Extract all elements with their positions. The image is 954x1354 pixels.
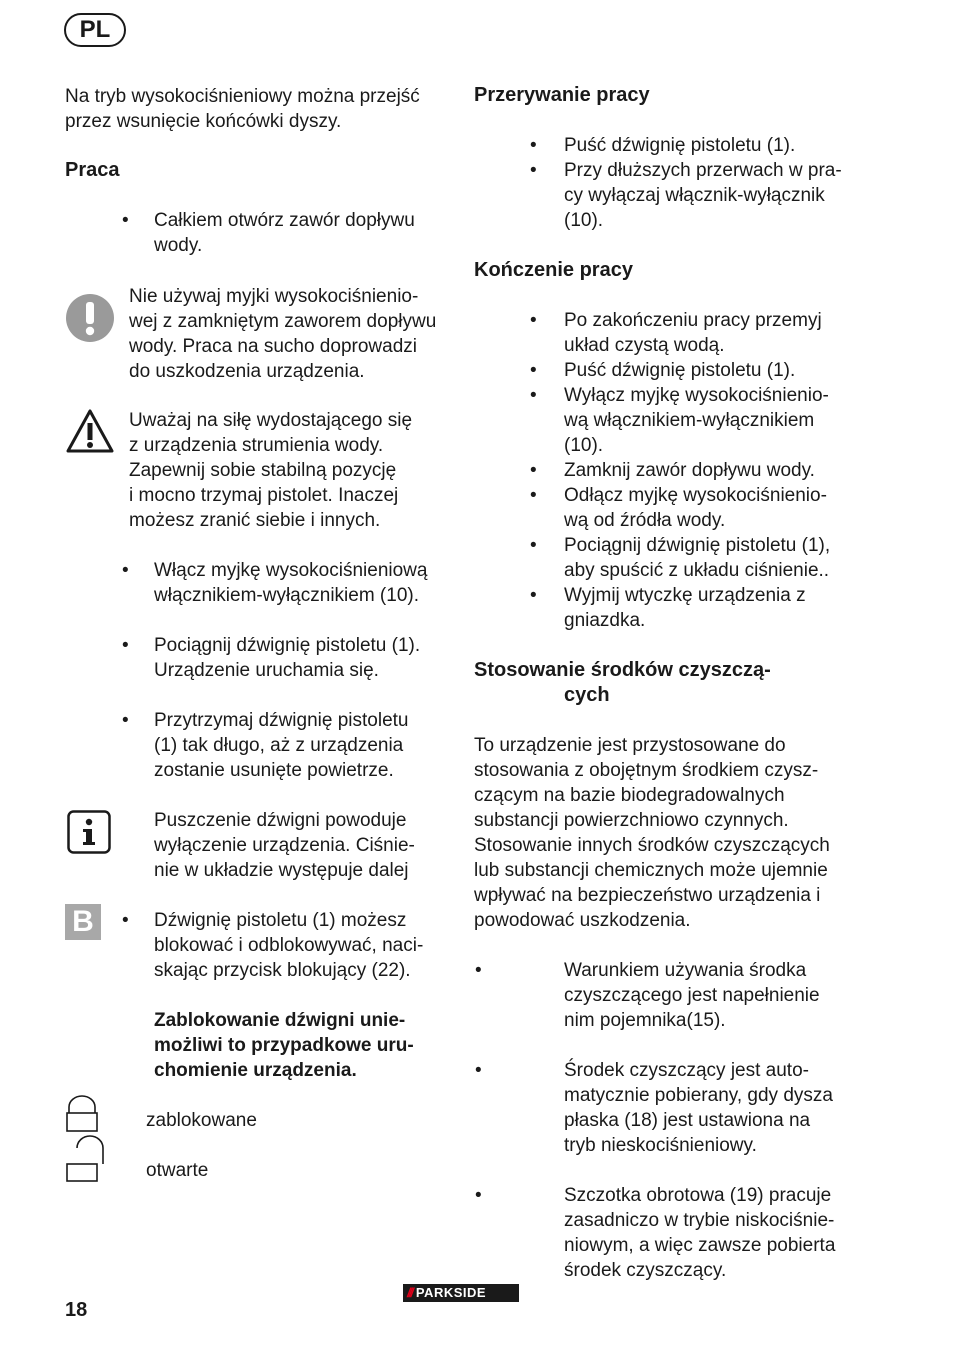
bullet-marker: • [530, 585, 537, 606]
text-line: Po zakończeniu pracy przemyj [564, 310, 822, 331]
text-line: Stosowanie środków czyszczą- [474, 659, 771, 681]
text-line: Dźwignię pistoletu (1) możesz [154, 910, 407, 931]
notice-exclamation-icon [66, 294, 114, 342]
text-line: i mocno trzymaj pistolet. Inaczej [129, 485, 399, 506]
bullet-marker: • [530, 385, 537, 406]
text-line: powodować uszkodzenia. [474, 910, 691, 931]
text-line: tryb nieskociśnieniowy. [564, 1135, 757, 1156]
bullet-lock-lever [154, 908, 423, 983]
text-line: stosowania z obojętnym środkiem czysz- [474, 760, 819, 781]
text-line: wej z zamkniętym zaworem dopływu [129, 311, 437, 332]
text-line: cy wyłączaj włącznik-wyłącznik [564, 185, 825, 206]
text-line: lub substancji chemicznych może ujemnie [474, 860, 828, 881]
bullet-end-switch-off [564, 383, 829, 458]
bullet-hold-lever [154, 708, 408, 783]
text-line: środek czyszczący. [564, 1260, 727, 1281]
bullet-marker: • [530, 485, 537, 506]
text-line: wyłączenie urządzenia. Ciśnie- [154, 835, 415, 856]
bullet-marker: • [530, 160, 537, 181]
text-line: Stosowanie innych środków czyszczących [474, 835, 830, 856]
text-line: Puszczenie dźwigni powoduje [154, 810, 407, 831]
text-line: Pociągnij dźwignię pistoletu (1). [154, 635, 421, 656]
text-line: Wyłącz myjkę wysokociśnienio- [564, 385, 829, 406]
bullet-marker: • [475, 960, 482, 981]
text-line: skając przycisk blokujący (22). [154, 960, 411, 981]
text-line: Zamknij zawór dopływu wody. [564, 460, 815, 481]
text-line: możesz zranić siebie i innych. [129, 510, 381, 531]
bullet-end-unplug [564, 583, 806, 633]
bullet-marker: • [530, 535, 537, 556]
text-line: czącym na bazie biodegradowalnych [474, 785, 785, 806]
text-line: wody. Praca na sucho doprowadzi [129, 336, 417, 357]
text-line: Odłącz myjkę wysokociśnienio- [564, 485, 827, 506]
text-line: niowym, a więc zawsze pobierta [564, 1235, 836, 1256]
lock-closed-icon [66, 1095, 98, 1133]
warning-water-jet [129, 408, 412, 533]
text-line: Pociągnij dźwignię pistoletu (1), [564, 535, 831, 556]
text-line: matycznie pobierany, gdy dysza [564, 1085, 833, 1106]
bullet-pull-lever [154, 633, 420, 683]
text-line: nie w układzie występuje dalej [154, 860, 409, 881]
figure-reference-badge: B [65, 904, 101, 940]
intro-paragraph [65, 84, 420, 134]
text-line: blokować i odblokowywać, naci- [154, 935, 424, 956]
bullet-marker: • [475, 1185, 482, 1206]
bullet-marker: • [122, 210, 129, 231]
bullet-marker: • [530, 360, 537, 381]
bold-note-lock [154, 1008, 414, 1083]
bullet-interrupt-release [564, 133, 795, 158]
text-line: Puść dźwignię pistoletu (1). [564, 135, 796, 156]
text-line: wpływać na bezpieczeństwo urządzenia i [474, 885, 821, 906]
lock-open-label: otwarte [146, 1160, 209, 1181]
lock-open-icon [66, 1134, 106, 1184]
text-line: zasadniczo w trybie niskociśnie- [564, 1210, 835, 1231]
text-line: Włącz myjkę wysokociśnieniową [154, 560, 428, 581]
bullet-cleaner-auto [564, 1058, 833, 1158]
text-line: z urządzenia strumienia wody. [129, 435, 384, 456]
text-line: Nie używaj myjki wysokociśnienio- [129, 286, 419, 307]
text-line: nim pojemnika(15). [564, 1010, 726, 1031]
logo-text: PARKSIDE [415, 1285, 487, 1300]
text-line: (10). [564, 435, 604, 456]
text-line: Na tryb wysokociśnieniowy można przejść [65, 86, 420, 107]
text-line: układ czystą wodą. [564, 335, 725, 356]
info-icon [67, 810, 111, 854]
text-line: Zablokowanie dźwigni unie- [154, 1010, 406, 1031]
text-line: Całkiem otwórz zawór dopływu [154, 210, 415, 231]
text-line: wą od źródła wody. [564, 510, 726, 531]
text-line: czyszczącego jest napełnienie [564, 985, 820, 1006]
bullet-open-valve [154, 208, 415, 258]
bullet-end-disconnect [564, 483, 827, 533]
text-line: wody. [154, 235, 203, 256]
bullet-interrupt-switch-off [564, 158, 842, 233]
text-line: aby spuścić z układu ciśnienie.. [564, 560, 830, 581]
text-line: Puść dźwignię pistoletu (1). [564, 360, 796, 381]
section-heading-end: Kończenie pracy [474, 259, 633, 281]
language-badge: PL [64, 13, 126, 47]
bullet-marker: • [530, 310, 537, 331]
section-heading-interrupt: Przerywanie pracy [474, 84, 650, 106]
text-line: Wyjmij wtyczkę urządzenia z [564, 585, 806, 606]
text-line: To urządzenie jest przystosowane do [474, 735, 786, 756]
text-line: substancji powierzchniowo czynnych. [474, 810, 789, 831]
section-heading-cleaner [474, 658, 771, 708]
text-line: Warunkiem używania środka [564, 960, 807, 981]
text-line: przez wsunięcie końcówki dyszy. [65, 111, 342, 132]
text-line: włącznikiem-wyłącznikiem (10). [154, 585, 419, 606]
text-line: płaska (18) jest ustawiona na [564, 1110, 811, 1131]
bullet-end-close-valve [564, 458, 815, 483]
text-line: wą włącznikiem-wyłącznikiem [564, 410, 815, 431]
cleaner-paragraph [474, 733, 830, 933]
text-line: Zapewnij sobie stabilną pozycję [129, 460, 397, 481]
text-line: chomienie urządzenia. [154, 1060, 357, 1081]
bullet-cleaner-brush [564, 1183, 835, 1283]
text-line: zostanie usunięte powietrze. [154, 760, 394, 781]
bullet-switch-on [154, 558, 427, 608]
bullet-marker: • [530, 135, 537, 156]
text-line: Przy dłuższych przerwach w pra- [564, 160, 842, 181]
lock-closed-label: zablokowane [146, 1110, 257, 1131]
text-line: Szczotka obrotowa (19) pracuje [564, 1185, 832, 1206]
bullet-marker: • [122, 560, 129, 581]
section-heading-praca: Praca [65, 159, 120, 181]
notice-dry-run [129, 284, 436, 384]
text-line: gniazdka. [564, 610, 646, 631]
text-line: (1) tak długo, aż z urządzenia [154, 735, 404, 756]
page-number: 18 [65, 1299, 88, 1321]
bullet-marker: • [122, 635, 129, 656]
bullet-cleaner-fill [564, 958, 820, 1033]
text-line: do uszkodzenia urządzenia. [129, 361, 365, 382]
bullet-marker: • [122, 910, 129, 931]
text-line: Środek czyszczący jest auto- [564, 1060, 809, 1081]
text-line: (10). [564, 210, 604, 231]
text-line: możliwi to przypadkowe uru- [154, 1035, 414, 1056]
info-release-lever [154, 808, 415, 883]
text-line: Przytrzymaj dźwignię pistoletu [154, 710, 409, 731]
bullet-marker: • [475, 1060, 482, 1081]
bullet-end-release-pressure [564, 533, 830, 583]
bullet-marker: • [122, 710, 129, 731]
bullet-end-release [564, 358, 795, 383]
bullet-end-rinse [564, 308, 822, 358]
parkside-logo [403, 1284, 519, 1302]
text-line: Uważaj na siłę wydostającego się [129, 410, 413, 431]
logo-stripes: /// [407, 1285, 412, 1300]
text-line: Urządzenie uruchamia się. [154, 660, 379, 681]
bullet-marker: • [530, 460, 537, 481]
warning-triangle-icon [65, 408, 115, 454]
text-line: cych [564, 684, 610, 706]
